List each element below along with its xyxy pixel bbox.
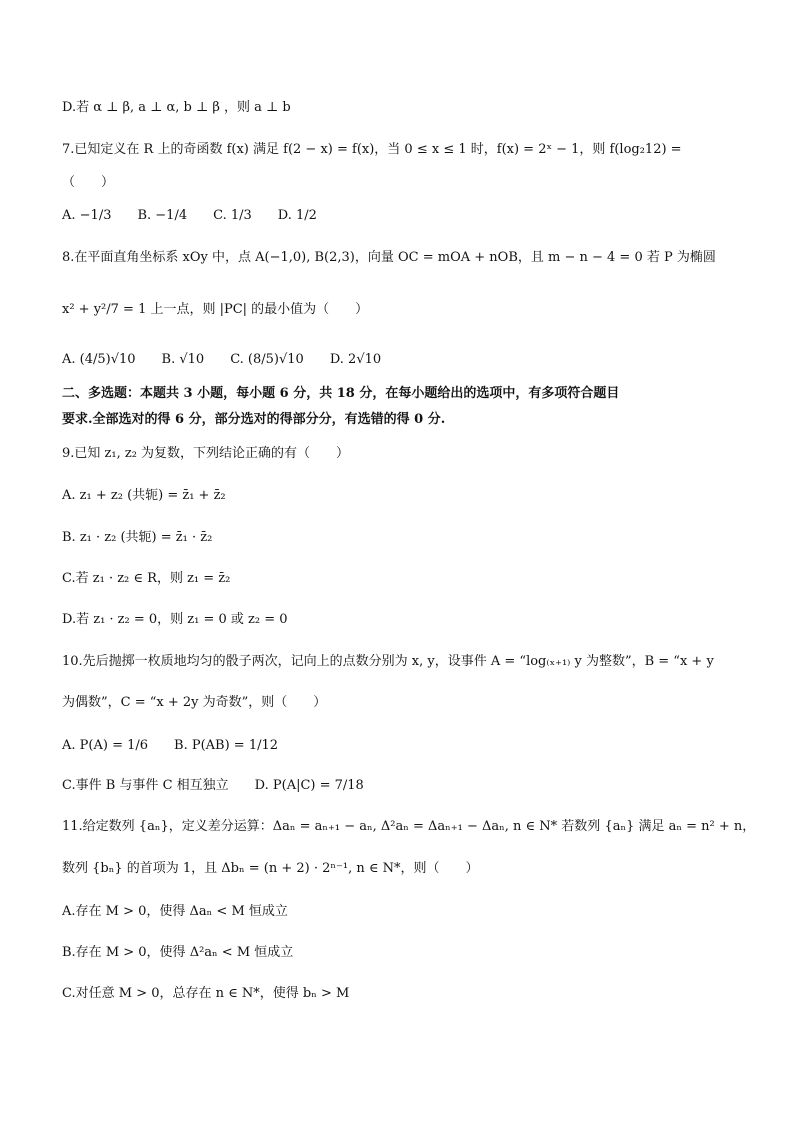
q7-paren: （ ） xyxy=(62,175,115,190)
q10-stem-cont: 为偶数”，C = “x + 2y 为奇数”，则（ ） xyxy=(62,695,327,710)
q7-options: A. −1/3 B. −1/4 C. 1/3 D. 1/2 xyxy=(62,208,317,223)
q9-option-a: A. z₁ + z₂ (共轭) = z̄₁ + z̄₂ xyxy=(62,488,226,503)
q11-stem-cont: 数列 {bₙ} 的首项为 1，且 Δbₙ = (n + 2) · 2ⁿ⁻¹, n ∈ N*，则（ ） xyxy=(62,861,479,876)
q8-stem: 8.在平面直角坐标系 xOy 中，点 A(−1,0), B(2,3)，向量 OC = mOA + nOB，且 m − n − 4 = 0 若 P 为椭圆 xyxy=(62,250,716,265)
q9-option-b: B. z₁ · z₂ (共轭) = z̄₁ · z̄₂ xyxy=(62,530,213,545)
q11-option-c: C.对任意 M > 0，总存在 n ∈ N*，使得 bₙ > M xyxy=(62,986,350,1001)
q6-option-d: D.若 α ⊥ β, a ⊥ α, b ⊥ β ，则 a ⊥ b xyxy=(62,100,291,115)
section-heading-cont: 要求.全部选对的得 6 分，部分选对的得部分分，有选错的得 0 分. xyxy=(62,412,446,427)
q10-options-cd: C.事件 B 与事件 C 相互独立 D. P(A|C) = 7/18 xyxy=(62,778,364,793)
q10-options-ab: A. P(A) = 1/6 B. P(AB) = 1/12 xyxy=(62,738,279,753)
q7-stem: 7.已知定义在 R 上的奇函数 f(x) 满足 f(2 − x) = f(x)，当 0 ≤ x ≤ 1 时，f(x) = 2ˣ − 1，则 f(log₂12) = xyxy=(62,142,682,157)
q8-options: A. (4/5)√10 B. √10 C. (8/5)√10 D. 2√10 xyxy=(62,352,382,367)
q9-stem: 9.已知 z₁, z₂ 为复数，下列结论正确的有（ ） xyxy=(62,446,350,461)
q10-stem: 10.先后抛掷一枚质地均匀的骰子两次，记向上的点数分别为 x, y，设事件 A = “log₍ₓ₊₁₎ y 为整数”，B = “x + y xyxy=(62,654,714,669)
q9-option-c: C.若 z₁ · z₂ ∈ R，则 z₁ = z̄₂ xyxy=(62,571,231,586)
q11-option-a: A.存在 M > 0，使得 Δaₙ < M 恒成立 xyxy=(62,904,288,919)
q11-stem: 11.给定数列 {aₙ}，定义差分运算：Δaₙ = aₙ₊₁ − aₙ, Δ²aₙ = Δaₙ₊₁ − Δaₙ, n ∈ N* 若数列 {aₙ} 满足 aₙ = n² + n， xyxy=(62,819,756,834)
q9-option-d: D.若 z₁ · z₂ = 0，则 z₁ = 0 或 z₂ = 0 xyxy=(62,612,288,627)
q11-option-b: B.存在 M > 0，使得 Δ²aₙ < M 恒成立 xyxy=(62,945,294,960)
section-heading: 二、多选题：本题共 3 小题，每小题 6 分，共 18 分，在每小题给出的选项中，有多项符合题目 xyxy=(62,386,620,401)
q8-stem-cont: x² + y²/7 = 1 上一点，则 |PC| 的最小值为（ ） xyxy=(62,302,369,317)
